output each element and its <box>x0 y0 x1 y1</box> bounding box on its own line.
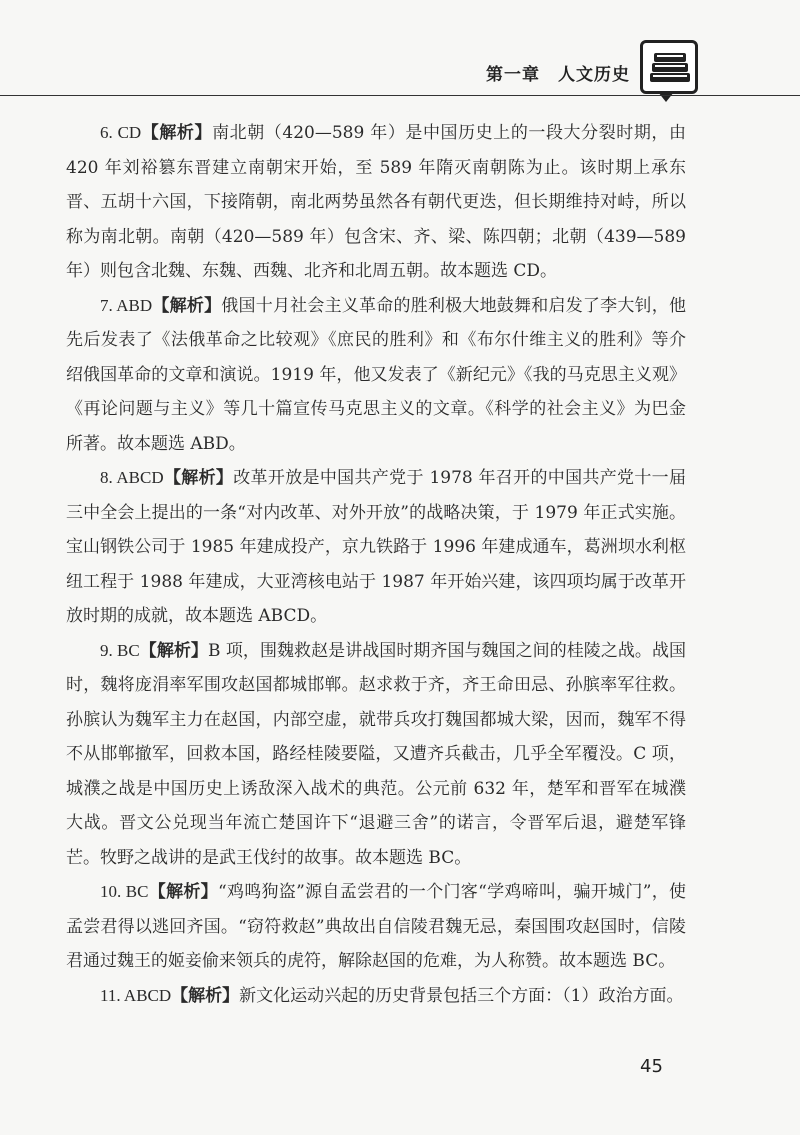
books-icon <box>640 40 698 94</box>
chapter-title: 第一章 人文历史 <box>486 65 630 85</box>
header-rule <box>0 95 800 96</box>
explanation-paragraph <box>66 979 686 1014</box>
question-number: 6. CD <box>100 123 142 142</box>
analysis-tag: 【解析】 <box>152 295 222 316</box>
explanation-text: 南北朝（420—589 年）是中国历史上的一段大分裂时期，由 420 年刘裕篡东晋建立南朝宋开始，至 589 年隋灭南朝陈为止。该时期上承东晋、五胡十六国，下接隋朝，南北两势虽然各有朝代更迭，但长期维持对峙，所以称为南北朝。南朝（420—589 年）包含宋、齐、梁、陈四朝；北朝（439—589 年）则包含北魏、东魏、西魏、北齐和北周五朝。故本题选 CD。 <box>66 123 686 281</box>
explanation-paragraph <box>66 461 686 634</box>
explanation-text: 改革开放是中国共产党于 1978 年召开的中国共产党十一届三中全会上提出的一条“对内改革、对外开放”的战略决策，于 1979 年正式实施。宝山钢铁公司于 1985 年建成投产，京九铁路于 1996 年建成通车，葛洲坝水利枢纽工程于 1988 年建成，大亚湾核电站于 1987 年开始兴建，该四项均属于改革开放时期的成就，故本题选 ABCD。 <box>66 468 687 626</box>
explanation-text: 俄国十月社会主义革命的胜利极大地鼓舞和启发了李大钊，他先后发表了《法俄革命之比较观》《庶民的胜利》和《布尔什维主义的胜利》等介绍俄国革命的文章和演说。1919 年，他又发表了《新纪元》《我的马克思主义观》《再论问题与主义》等几十篇宣传马克思主义的文章。《科学的社会主义》为巴金所著。故本题选 ABD。 <box>66 295 687 454</box>
question-number: 9. BC <box>100 640 140 660</box>
explanation-paragraph <box>66 289 686 462</box>
question-number: 10. BC <box>100 882 149 901</box>
explanation-paragraph <box>66 116 686 289</box>
explanation-paragraph <box>66 875 686 979</box>
page-number: 45 <box>640 1056 663 1077</box>
question-number: 7. ABD <box>100 295 153 315</box>
explanation-paragraph <box>66 634 686 876</box>
question-number: 11. ABCD <box>100 985 172 1005</box>
question-number: 8. ABCD <box>100 468 164 487</box>
explanation-text: B 项，围魏救赵是讲战国时期齐国与魏国之间的桂陵之战。战国时，魏将庞涓率军围攻赵国都城邯郸。赵求救于齐，齐王命田忌、孙膑率军往救。孙膑认为魏军主力在赵国，内部空虚，就带兵攻打魏国都城大梁，因而，魏军不得不从邯郸撤军，回救本国，路经桂陵要隘，又遭齐兵截击，几乎全军覆没。C 项，城濮之战是中国历史上诱敌深入战术的典范。公元前 632 年，楚军和晋军在城濮大战。晋文公兑现当年流亡楚国许下“退避三舍”的诺言，令晋军后退，避楚军锋芒。牧野之战讲的是武王伐纣的故事。故本题选 BC。 <box>66 640 686 868</box>
analysis-tag: 【解析】 <box>171 985 240 1006</box>
analysis-tag: 【解析】 <box>139 640 208 661</box>
answer-explanations <box>66 116 686 1013</box>
explanation-text: “鸡鸣狗盗”源自孟尝君的一个门客“学鸡啼叫，骗开城门”，使孟尝君得以逃回齐国。“窃符救赵”典故出自信陵君魏无忌，秦国围攻赵国时，信陵君通过魏王的姬妾偷来领兵的虎符，解除赵国的危难，为人称赞。故本题选 BC。 <box>66 882 687 971</box>
bubble-tail <box>658 92 674 102</box>
analysis-tag: 【解析】 <box>148 882 218 902</box>
explanation-text: 新文化运动兴起的历史背景包括三个方面：（1）政治方面。 <box>239 985 684 1006</box>
page-header <box>0 0 800 100</box>
analysis-tag: 【解析】 <box>163 468 234 488</box>
analysis-tag: 【解析】 <box>141 123 213 143</box>
